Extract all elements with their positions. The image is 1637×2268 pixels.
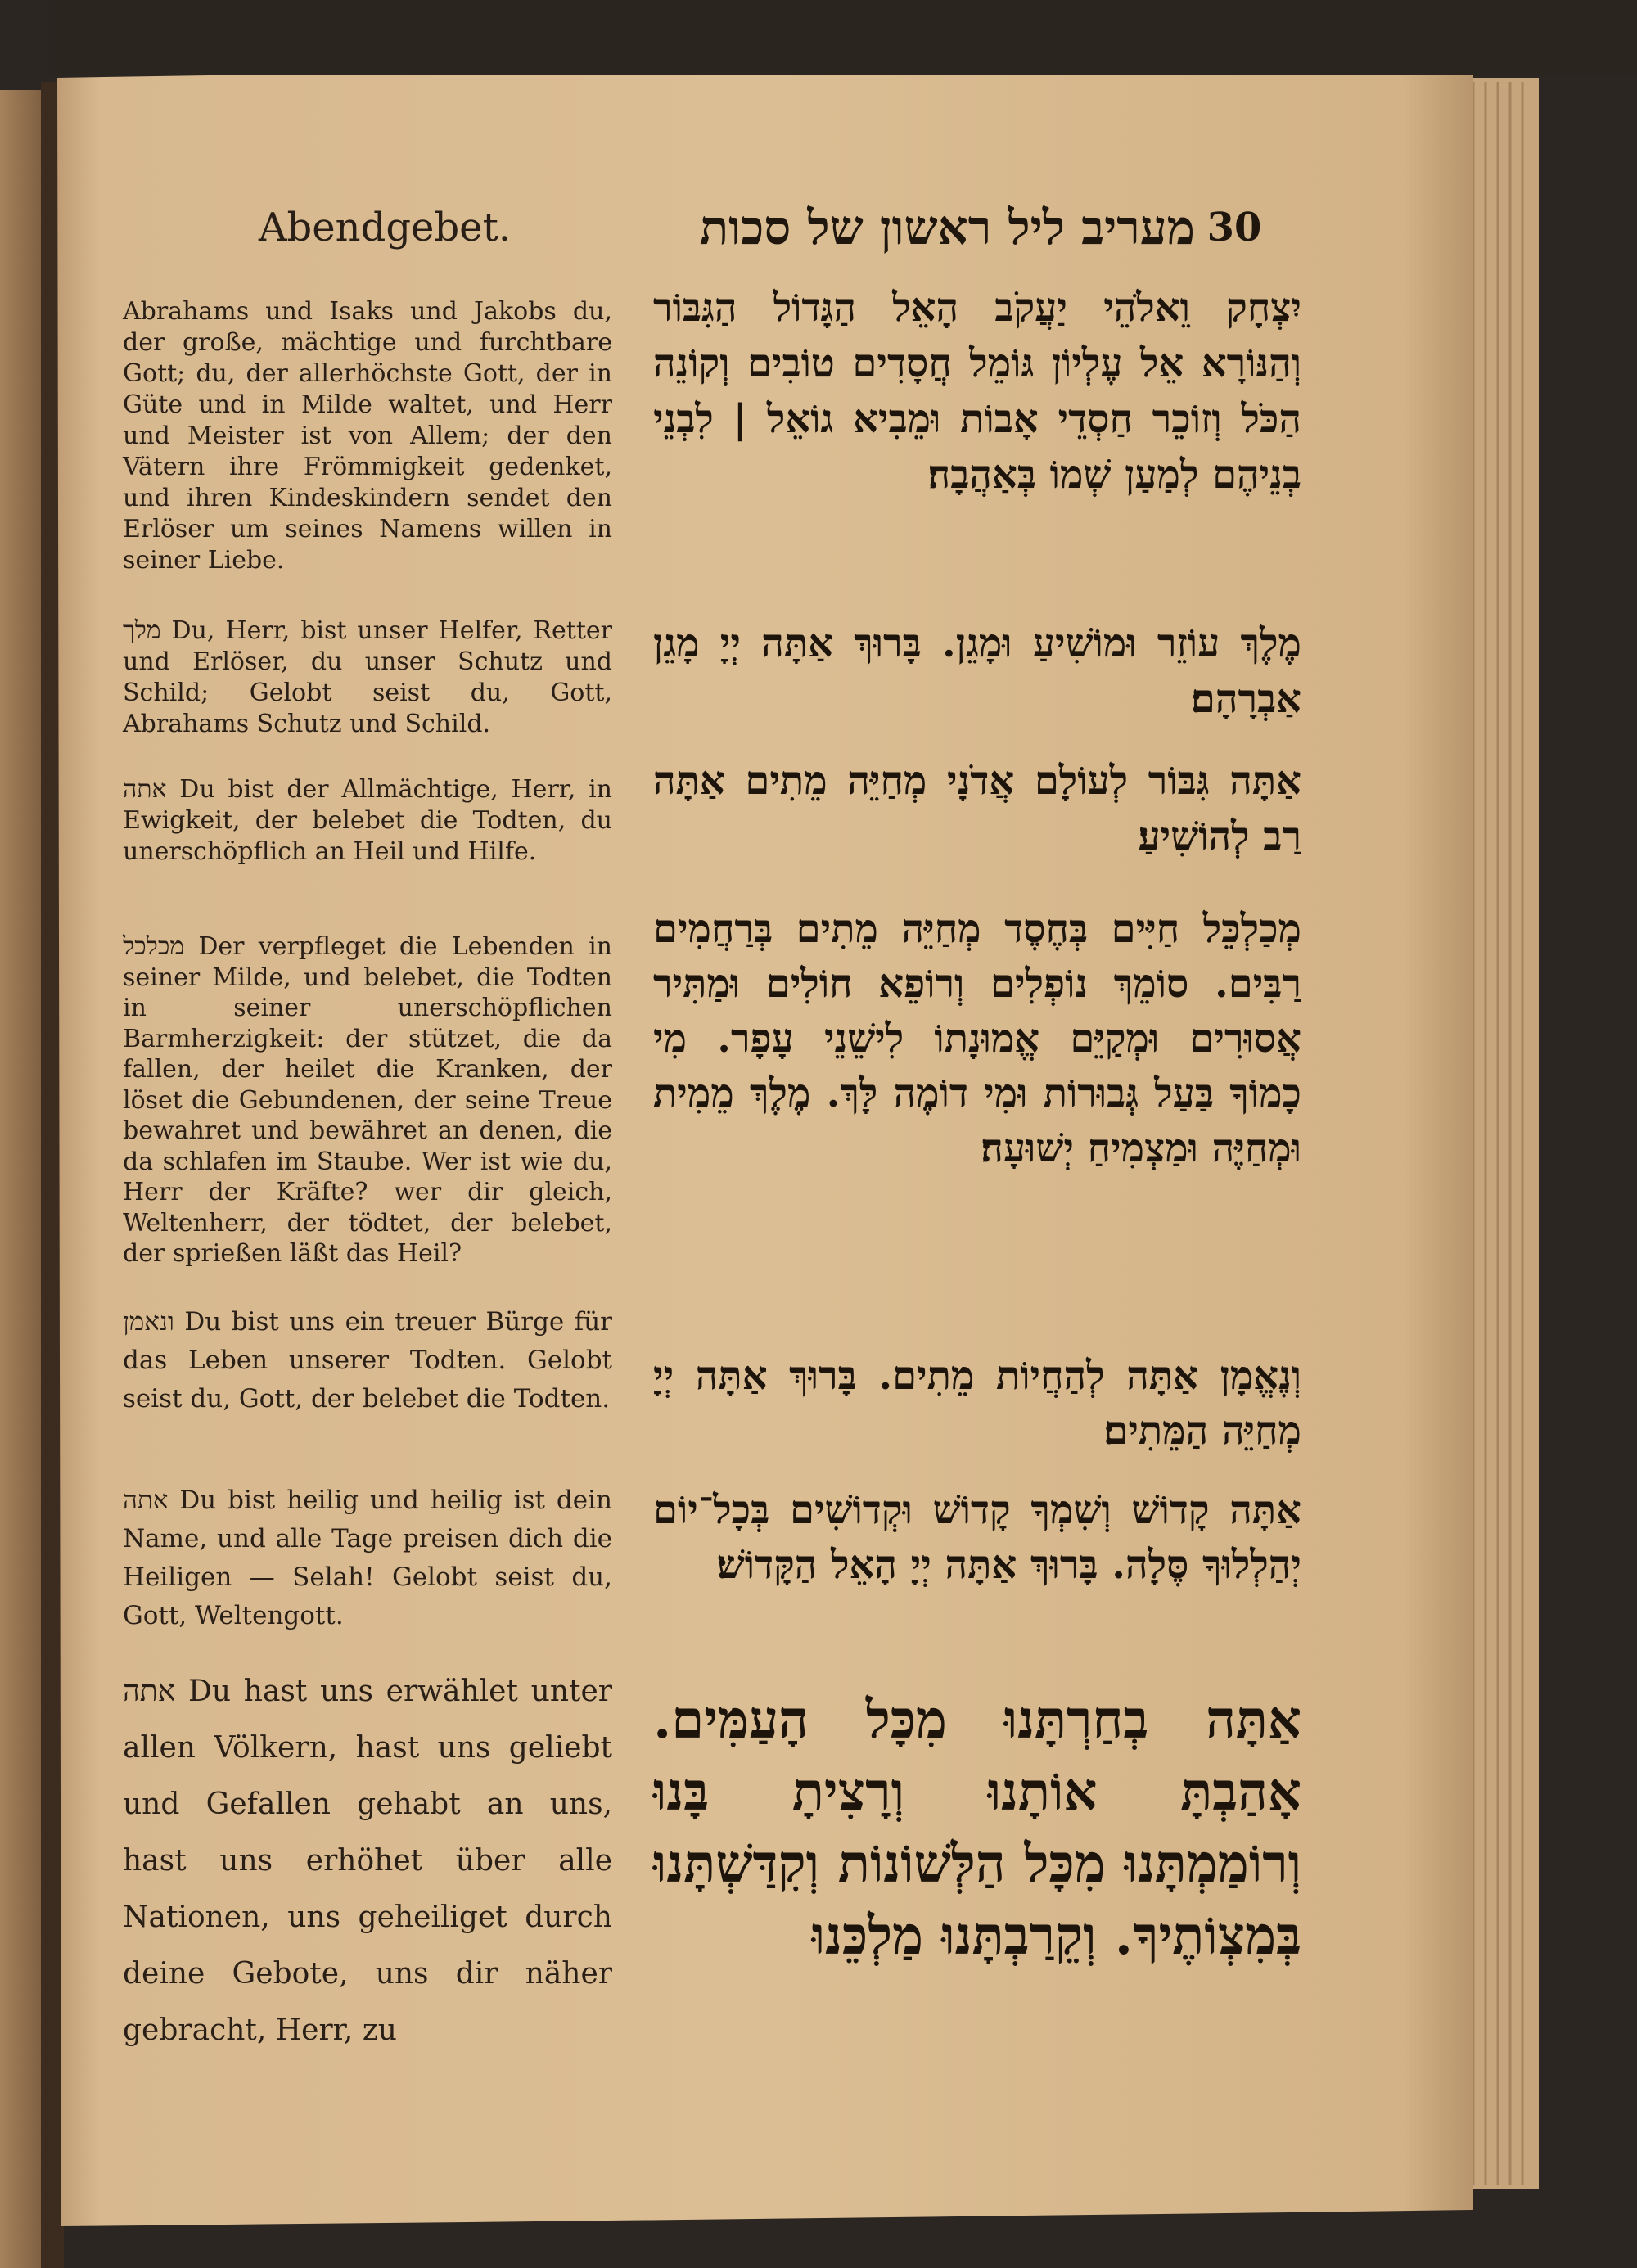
- hebrew-cue: אתה: [123, 1486, 169, 1515]
- german-paragraph: [123, 1303, 612, 1418]
- german-paragraph: [123, 774, 612, 868]
- hebrew-paragraph: וְנֶאֱמָן אַתָּה לְהַחֲיוֹת מֵתִים. בָּרוּךְ אַתָּה יְיָ מְחַיֵּה הַמֵּתִים׃: [653, 1353, 1301, 1454]
- page-stack-edge: [1465, 78, 1539, 2189]
- hebrew-paragraph: מְכַלְכֵּל חַיִּים בְּחֶסֶד מְחַיֵּה מֵתִים בְּרַחֲמִים רַבִּים. סוֹמֵךְ נוֹפְלִים וְרוֹפֵא חוֹלִים וּמַתִּיר אֲסוּרִים וּמְקַיֵּם אֱמוּנָתוֹ לִישֵׁנֵי עָפָר. מִי כָמוֹךָ בַּעַל גְּבוּרוֹת וּמִי דוֹמֶה לָּךְ. מֶלֶךְ מֵמִית וּמְחַיֶּה וּמַצְמִיחַ יְשׁוּעָה׃: [653, 906, 1301, 1171]
- hebrew-paragraph: מֶלֶךְ עוֹזֵר וּמוֹשִׁיעַ וּמָגֵן. בָּרוּךְ אַתָּה יְיָ מָגֵן אַבְרָהָם׃: [653, 620, 1301, 722]
- page-number: 30: [1206, 205, 1262, 250]
- hebrew-paragraph: יִצְחָק וֵאלֹהֵי יַעֲקֹב הָאֵל הַגָּדוֹל הַגִּבּוֹר וְהַנּוֹרָא אֵל עֶלְיוֹן גּוֹמֵל חֲסָדִים טוֹבִים וְקוֹנֵה הַכֹּל וְזוֹכֵר חַסְדֵי אָבוֹת וּמֵבִיא גוֹאֵל | לִבְנֵי בְנֵיהֶם לְמַעַן שְׁמוֹ בְּאַהֲבָה׃: [653, 285, 1301, 498]
- left-page-edge: [0, 90, 47, 2268]
- german-running-header: Abendgebet.: [258, 205, 512, 250]
- hebrew-cue: אתה: [123, 1675, 176, 1708]
- hebrew-paragraph: אַתָּה בְחַרְתָּנוּ מִכָּל הָעַמִּים. אָהַבְתָּ אוֹתָנוּ וְרָצִיתָ בָּנוּ וְרוֹמַמְתָּנוּ מִכָּל הַלְּשׁוֹנוֹת וְקִדַּשְׁתָּנוּ בְּמִצְוֹתֶיךָ. וְקֵרַבְתָּנוּ מַלְכֵּנוּ: [653, 1689, 1301, 1967]
- hebrew-cue: ונאמן: [123, 1307, 174, 1337]
- german-text: Du, Herr, bist unser Helfer, Retter und Erlöser, du unser Schutz und Schild; Gelobt seist du, Gott, Abrahams Schutz und Schild.: [123, 616, 612, 738]
- hebrew-paragraph: אַתָּה גִּבּוֹר לְעוֹלָם אֲדֹנָי מְחַיֵּה מֵתִים אַתָּה רַב לְהוֹשִׁיעַ׃: [653, 758, 1301, 859]
- hebrew-paragraph: אַתָּה קָדוֹשׁ וְשִׁמְךָ קָדוֹשׁ וּקְדוֹשִׁים בְּכָל־יוֹם יְהַלְלוּךָ סֶּלָה. בָּרוּךְ אַתָּה יְיָ הָאֵל הַקָּדוֹשׁ׃: [653, 1487, 1301, 1588]
- german-text: Der verpfleget die Lebenden in seiner Milde, und belebet, die Todten in seiner unerschöpflichen Barmherzigkeit: der stützet, die da fallen, der heilet die Kranken, der löset die Gebundenen, der seine Treue bewahret und bewähret an denen, die da schlafen im Staube. Wer ist wie du, Herr der Kräfte? wer dir gleich, Weltenherr, der tödtet, der belebet, der sprießen läßt das Heil?: [123, 932, 612, 1268]
- top-board: [49, 0, 1637, 75]
- german-text: Du bist heilig und heilig ist dein Name, und alle Tage preisen dich die Heiligen — Selah! Gelobt seist du, Gott, Weltengott.: [123, 1486, 612, 1630]
- german-paragraph: [123, 931, 612, 1269]
- german-paragraph: [123, 615, 612, 740]
- german-text: Abrahams und Isaks und Jakobs du, der große, mächtige und furchtbare Gott; du, der allerhöchste Gott, der in Güte und in Milde waltet, und Herr und Meister ist von Allem; der den Vätern ihre Frömmigkeit gedenket, und ihren Kindeskindern sendet den Erlöser um seines Namens willen in seiner Liebe.: [123, 297, 612, 575]
- german-paragraph: [123, 1663, 612, 2058]
- german-text: Du hast uns erwählet unter allen Völkern, hast uns geliebt und Gefallen gehabt an uns, hast uns erhöhet über alle Nationen, uns geheiliget durch deine Gebote, uns dir näher gebracht, Herr, zu: [123, 1675, 612, 2047]
- hebrew-cue: אתה: [123, 775, 167, 804]
- german-paragraph: [123, 296, 612, 576]
- hebrew-running-header: מעריב ליל ראשון של סכות: [699, 200, 1195, 255]
- german-paragraph: [123, 1481, 612, 1635]
- german-text: Du bist der Allmächtige, Herr, in Ewigkeit, der belebet die Todten, du unerschöpflich an Heil und Hilfe.: [123, 775, 612, 866]
- hebrew-cue: מכלכל: [123, 932, 185, 961]
- german-text: Du bist uns ein treuer Bürge für das Leben unserer Todten. Gelobt seist du, Gott, der belebet die Todten.: [123, 1307, 612, 1414]
- hebrew-cue: מלך: [123, 616, 161, 645]
